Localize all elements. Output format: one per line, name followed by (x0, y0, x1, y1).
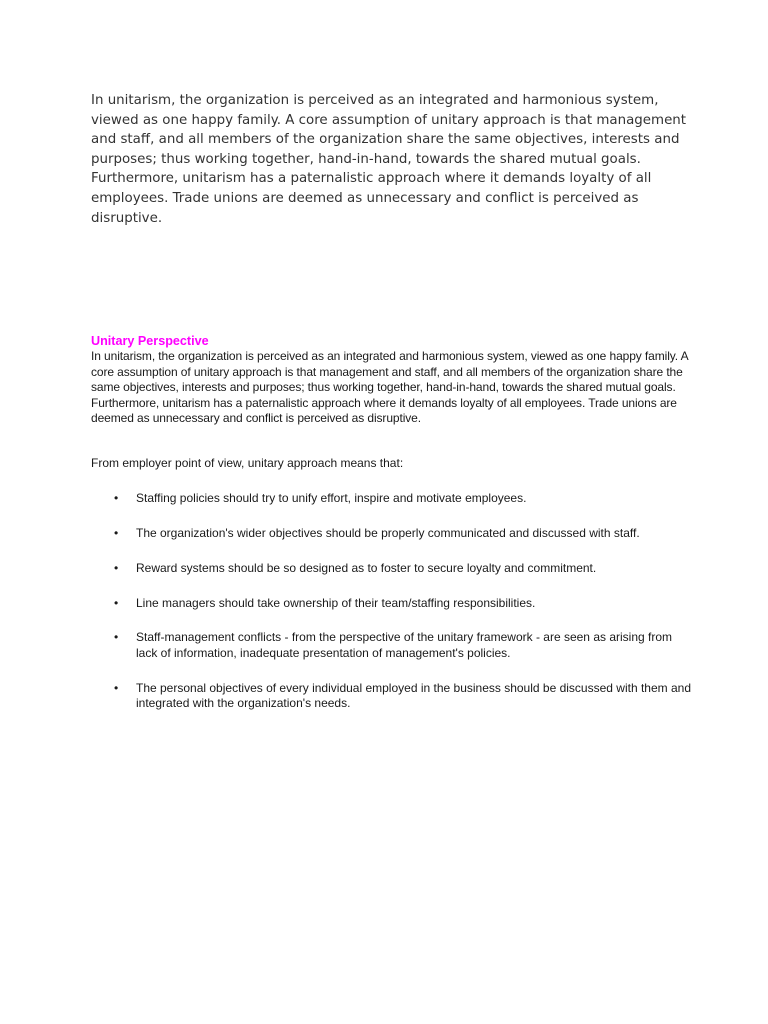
list-item-text: Reward systems should be so designed as to foster to secure loyalty and commitment. (136, 560, 597, 575)
section-heading: Unitary Perspective (91, 334, 209, 348)
list-item-text: Staff-management conflicts - from the perspective of the unitary framework - are seen as arising from lack of information, inadequate presentation of management's policies. (136, 630, 673, 660)
bullet-icon: • (114, 595, 119, 610)
bullet-list (91, 491, 691, 712)
list-item-text: Line managers should take ownership of their team/staffing responsibilities. (136, 595, 536, 610)
intro-paragraph: In unitarism, the organization is perceived as an integrated and harmonious system, viewed as one happy family. A core assumption of unitary approach is that management and staff, and all members of the organization share the same objectives, interests and purposes; thus working together, hand-in-hand, towards the shared mutual goals. Furthermore, unitarism has a paternalistic approach where it demands loyalty of all employees. Trade unions are deemed as unnecessary and conflict is perceived as disruptive. (91, 93, 687, 226)
list-item (91, 681, 691, 712)
list-item-text: Staffing policies should try to unify effort, inspire and motivate employees. (136, 490, 527, 505)
unitary-perspective-section (91, 334, 691, 731)
bullet-icon: • (114, 680, 119, 695)
bullet-icon: • (114, 490, 119, 505)
list-item (91, 526, 691, 541)
bullet-icon: • (114, 630, 119, 645)
list-item-text: The organization's wider objectives should be properly communicated and discussed with staff. (136, 525, 640, 540)
list-item (91, 561, 691, 576)
bullet-icon: • (114, 560, 119, 575)
section-paragraph: In unitarism, the organization is perceived as an integrated and harmonious system, viewed as one happy family. A core assumption of unitary approach is that management and staff, and all members of the organization share the same objectives, interests and purposes; thus working together, hand-in-hand, towards the shared mutual goals. Furthermore, unitarism has a paternalistic approach where it demands loyalty of all employees. Trade unions are deemed as unnecessary and conflict is perceived as disruptive. (91, 349, 688, 426)
bullet-icon: • (114, 525, 119, 540)
list-item (91, 630, 691, 661)
list-item (91, 596, 691, 611)
list-lead-text: From employer point of view, unitary approach means that: (91, 456, 404, 471)
list-item (91, 491, 691, 506)
list-item-text: The personal objectives of every individual employed in the business should be discussed with them and integrated with the organization's needs. (136, 680, 691, 711)
